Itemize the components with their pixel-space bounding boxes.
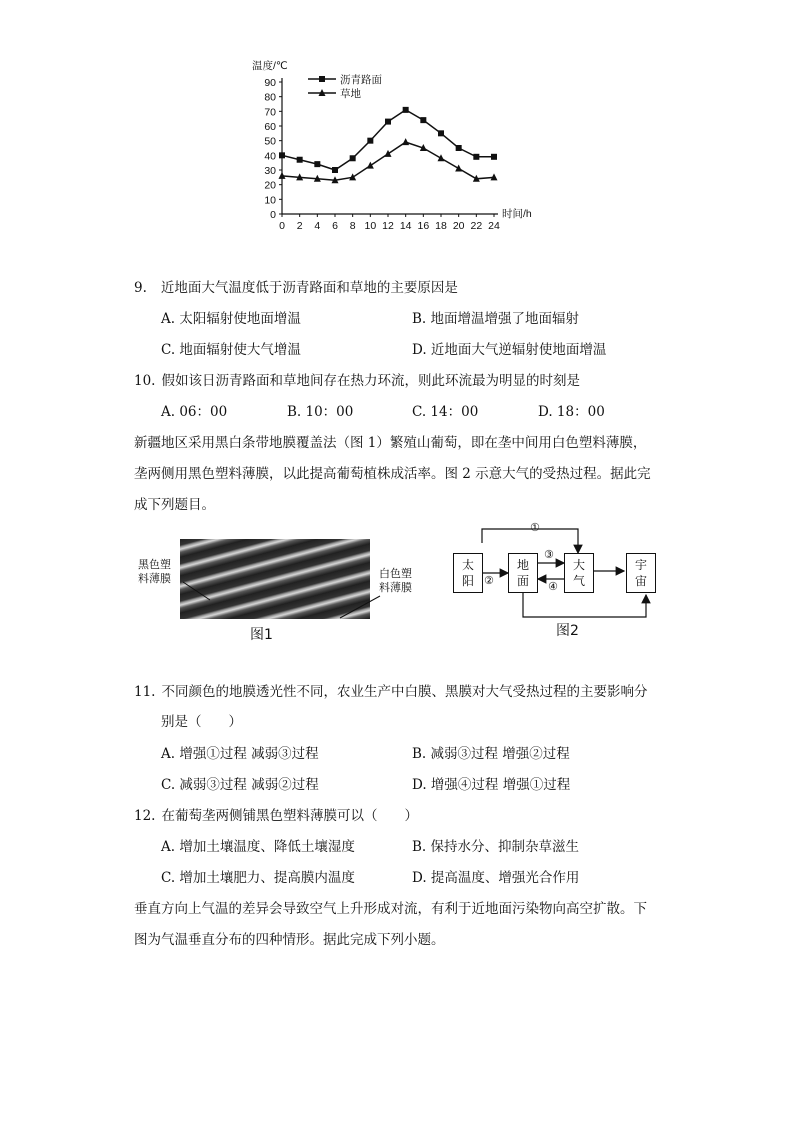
- black-film-label-line-1: 黑色塑: [138, 558, 171, 571]
- white-film-label-line-1: 白色塑: [379, 567, 412, 580]
- question-9-option-a[interactable]: A. 太阳辐射使地面增温: [161, 311, 301, 327]
- series-2-point: [455, 165, 462, 172]
- legend-label-1: 沥青路面: [340, 74, 382, 86]
- x-tick-label: 22: [470, 220, 483, 232]
- series-1-point: [456, 145, 462, 151]
- question-12-option-b[interactable]: B. 保持水分、抑制杂草滋生: [412, 839, 580, 855]
- y-tick-label: 10: [264, 194, 276, 207]
- ground-node-char-1: 地: [516, 558, 529, 572]
- question-9-stem: [134, 279, 458, 297]
- y-tick-label: 20: [264, 179, 276, 192]
- legend-label-2: 草地: [340, 88, 361, 100]
- series-1-point: [403, 107, 409, 113]
- y-tick-label: 40: [264, 150, 276, 163]
- question-12-text: 在葡萄垄两侧铺黑色塑料薄膜可以（ ）: [161, 808, 418, 824]
- question-12-option-a[interactable]: A. 增加土壤温度、降低土壤湿度: [161, 839, 355, 855]
- y-tick-label: 60: [264, 121, 276, 133]
- ground-node: [508, 553, 538, 593]
- passage-2-line-3: 成下列题目。: [134, 497, 215, 513]
- series-1-point: [385, 119, 391, 125]
- y-tick-label: 70: [264, 106, 276, 119]
- series-1-point: [438, 130, 444, 136]
- x-tick-label: 14: [399, 220, 412, 232]
- series-1-point: [491, 154, 497, 160]
- question-10-option-a[interactable]: A. 06：00: [161, 404, 228, 420]
- white-film-label-line-2: 料薄膜: [379, 581, 412, 594]
- x-tick-label: 20: [452, 220, 465, 232]
- x-tick-label: 2: [296, 220, 303, 232]
- question-9-option-c[interactable]: C. 地面辐射使大气增温: [161, 342, 301, 358]
- process-1-label: ①: [530, 521, 540, 534]
- y-tick-label: 80: [264, 91, 276, 104]
- question-10-number: 10.: [134, 373, 156, 389]
- black-film-label-line-2: 料薄膜: [138, 572, 171, 585]
- series-2-point: [438, 154, 445, 161]
- atmosphere-node-char-2: 气: [572, 574, 585, 588]
- series-1-point: [350, 155, 356, 161]
- chart-svg: [240, 52, 532, 242]
- x-tick-label: 8: [349, 220, 356, 232]
- process-4-label: ④: [548, 580, 558, 593]
- question-12-option-c[interactable]: C. 增加土壤肥力、提高膜内温度: [161, 870, 355, 886]
- question-11-option-b[interactable]: B. 减弱③过程 增强②过程: [412, 746, 570, 762]
- series-line-2: [282, 142, 494, 180]
- x-tick-label: 16: [417, 220, 430, 232]
- x-tick-label: 6: [332, 220, 338, 232]
- atmosphere-node-char-1: 大: [572, 558, 585, 572]
- question-12-option-d[interactable]: D. 提高温度、增强光合作用: [412, 870, 580, 886]
- x-tick-label: 18: [435, 220, 447, 232]
- series-2-point: [402, 138, 409, 145]
- space-node: [626, 553, 656, 593]
- series-1-point: [332, 167, 338, 173]
- y-axis-title: 温度/℃: [252, 60, 288, 72]
- x-axis-title: 时间/h: [502, 208, 532, 220]
- black-film-label: [138, 558, 171, 586]
- passage-2-line-1: 新疆地区采用黑白条带地膜覆盖法（图 1）繁殖山葡萄，即在垄中间用白色塑料薄膜，: [134, 435, 647, 451]
- question-10-text: 假如该日沥青路面和草地间存在热力环流，则此环流最为明显的时刻是: [161, 373, 580, 389]
- passage-3-line-2: 图为气温垂直分布的四种情形。据此完成下列小题。: [134, 932, 445, 948]
- question-11-stem-line-2: 别是（ ）: [161, 714, 242, 730]
- y-tick-label: 50: [264, 135, 276, 148]
- series-1-point: [279, 152, 285, 158]
- series-2-point: [367, 162, 374, 169]
- legend-marker-square: [319, 76, 325, 82]
- x-tick-label: 0: [279, 220, 285, 232]
- question-10-option-b[interactable]: B. 10：00: [287, 404, 354, 420]
- question-9-option-d[interactable]: D. 近地面大气逆辐射使地面增温: [412, 342, 607, 358]
- series-1-point: [420, 117, 426, 123]
- y-tick-label: 30: [264, 165, 276, 177]
- series-1-point: [297, 157, 303, 163]
- figure-2-caption: 图2: [556, 623, 579, 639]
- question-9-option-b[interactable]: B. 地面增温增强了地面辐射: [412, 311, 580, 327]
- x-tick-label: 12: [382, 220, 394, 232]
- series-1-point: [473, 154, 479, 160]
- series-1-point: [367, 138, 373, 144]
- question-9-text: 近地面大气温度低于沥青路面和草地的主要原因是: [160, 280, 458, 296]
- space-node-char-2: 宙: [634, 574, 647, 588]
- temperature-line-chart: [240, 52, 532, 242]
- question-11-option-c[interactable]: C. 减弱③过程 减弱②过程: [161, 777, 319, 793]
- series-2-point: [385, 150, 392, 157]
- x-tick-label: 24: [488, 220, 500, 232]
- process-3-label: ③: [544, 548, 554, 561]
- question-9-number: 9.: [134, 280, 147, 296]
- question-10-option-d[interactable]: D. 18：00: [538, 404, 605, 420]
- x-tick-label: 10: [364, 220, 377, 232]
- question-11-text: 不同颜色的地膜透光性不同，农业生产中白膜、黑膜对大气受热过程的主要影响分: [161, 684, 648, 700]
- ground-node-char-2: 面: [516, 574, 529, 588]
- x-tick-label: 4: [314, 220, 321, 232]
- question-11-stem-line-1: [134, 683, 647, 701]
- series-2-point: [349, 173, 356, 180]
- question-11-number: 11.: [134, 684, 156, 700]
- question-12-stem: [134, 807, 418, 825]
- y-tick-label: 90: [264, 77, 276, 89]
- sun-node: [453, 553, 483, 593]
- series-1-point: [314, 161, 320, 167]
- passage-2-line-2: 垄两侧用黑色塑料薄膜，以此提高葡萄植株成活率。图 2 示意大气的受热过程。据此完: [134, 466, 651, 482]
- passage-3-line-1: 垂直方向上气温的差异会导致空气上升形成对流，有利于近地面污染物向高空扩散。下: [134, 901, 647, 917]
- question-10-option-c[interactable]: C. 14：00: [412, 404, 479, 420]
- figure-1-caption: 图1: [250, 627, 273, 643]
- question-10-stem: [134, 372, 580, 390]
- sun-node-char-2: 阳: [461, 574, 474, 588]
- question-12-number: 12.: [134, 808, 156, 824]
- atmosphere-node: [564, 553, 594, 593]
- question-11-option-d[interactable]: D. 增强④过程 增强①过程: [412, 777, 571, 793]
- y-tick-label: 0: [270, 209, 276, 221]
- fig1-pointer-lines: [175, 560, 405, 620]
- question-11-option-a[interactable]: A. 增强①过程 减弱③过程: [161, 746, 319, 762]
- space-node-char-1: 宇: [634, 558, 647, 572]
- process-2-label: ②: [484, 574, 494, 587]
- sun-node-char-1: 太: [461, 558, 474, 572]
